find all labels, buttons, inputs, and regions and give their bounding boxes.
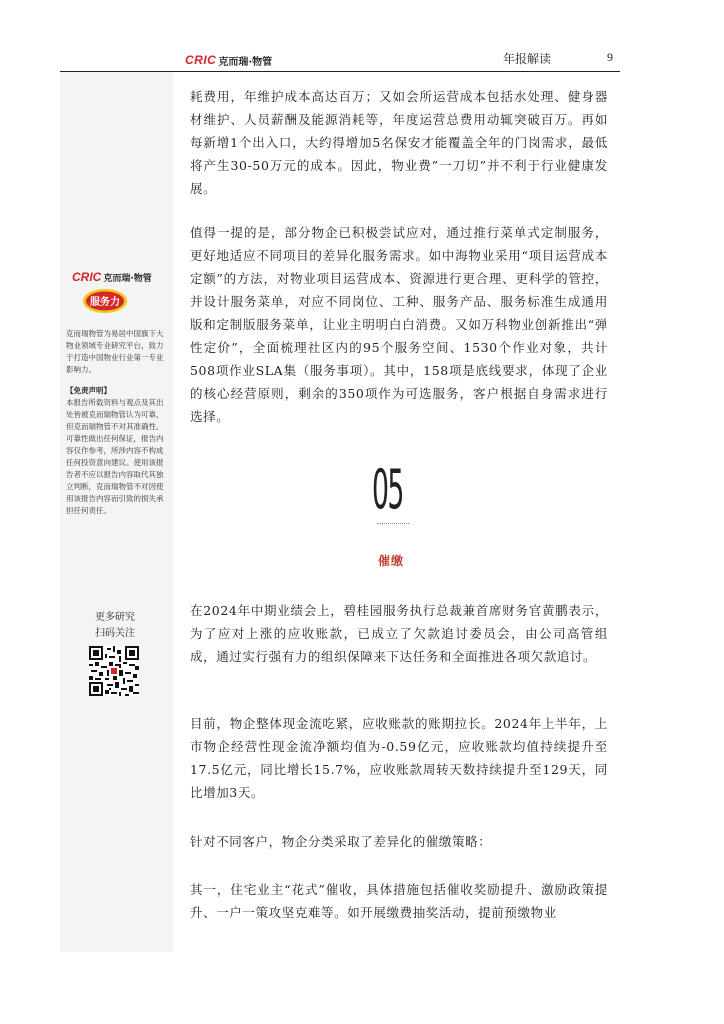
disclaimer-text: 本报告所载资料与观点及其出处皆被克而瑞物管认为可靠，但克而瑞物管不对其准确性、可靠性做出任何保证，报告内容仅作参考，所涉内容不构成任何投资意向建议。使用该报告者不应以报告内容取代其独立判断，克而瑞物管不对因使用该报告内容而引致的损失承担任何责任。 <box>66 398 164 515</box>
page-number: 9 <box>607 50 613 64</box>
paragraph-3: 在2024年中期业绩会上，碧桂园服务执行总裁兼首席财务官黄鹏表示，为了应对上涨的应收账款，已成立了欠款追讨委员会，由公司高管组成，通过实行强有力的组织保障来下达任务和全面推进各项欠款追讨。 <box>190 603 608 664</box>
section-divider <box>377 523 409 524</box>
header-logo <box>185 52 272 68</box>
paragraph-1: 耗费用，年维护成本高达百万；又如会所运营成本包括水处理、健身器材维护、人员薪酬及能源消耗等，年度运营总费用动辄突破百万。再如每新增1个出入口，大约得增加5名保安才能覆盖全年的门岗需求，最低将产生30-50万元的成本。因此，物业费”一刀切”并不利于行业健康发展。 <box>190 89 608 196</box>
sidebar <box>60 72 173 952</box>
service-power-badge-icon <box>82 288 128 314</box>
header-title: 年报解读 <box>503 52 552 66</box>
sidebar-logo-suffix: 克而瑞·物管 <box>103 273 152 284</box>
more-research-text: 更多研究 <box>95 612 135 623</box>
badge-text: 服务力 <box>90 297 120 308</box>
sidebar-logo-brand: CRIC <box>72 270 102 284</box>
header-logo-suffix: 克而瑞·物管 <box>218 56 273 68</box>
more-research-label <box>85 610 145 642</box>
qr-code-icon[interactable] <box>89 646 139 696</box>
section-title: 催缴 <box>378 554 405 568</box>
section-number: 05 <box>372 458 403 521</box>
page-header <box>0 0 724 80</box>
sidebar-intro: 克而瑞物管为易居中国旗下大物业领域专业研究平台，致力于打造中国物业行业第一专业影响力。 <box>66 329 164 374</box>
paragraph-4: 目前，物企整体现金流吃紧，应收账款的账期拉长。2024年上半年，上市物企经营性现金流净额均值为-0.59亿元，应收账款均值持续提升至17.5亿元，同比增长15.7%，应收账款周转天数持续提升至129天，同比增加3天。 <box>190 716 608 800</box>
paragraph-6: 其一，住宅业主“花式”催收，具体措施包括催收奖励提升、激励政策提升、一户一策攻坚克难等。如开展缴费抽奖活动，提前预缴物业 <box>190 882 608 920</box>
paragraph-5: 针对不同客户，物企分类采取了差异化的催缴策略： <box>190 834 492 849</box>
header-logo-brand: CRIC <box>185 53 217 67</box>
disclaimer-title: 【免责声明】 <box>66 386 111 395</box>
scan-follow-text: 扫码关注 <box>95 628 135 639</box>
sidebar-logo <box>72 270 152 284</box>
paragraph-2: 值得一提的是，部分物企已积极尝试应对，通过推行菜单式定制服务，更好地适应不同项目的差异化服务需求。如中海物业采用“项目运营成本定额”的方法，对物业项目运营成本、资源进行更合理、更科学的管控，并设计服务菜单，对应不同岗位、工种、服务产品、服务标准生成通用版和定制版服务菜单，让业主明明白白消费。又如万科物业创新推出“弹性定价”，全面梳理社区内的95个服务空间、1530个作业对象，共计508项作业SLA集（服务事项）。其中，158项是底线要求，体现了企业的核心经营原则，剩余的350项作为可选服务，客户根据自身需求进行选择。 <box>190 225 608 424</box>
